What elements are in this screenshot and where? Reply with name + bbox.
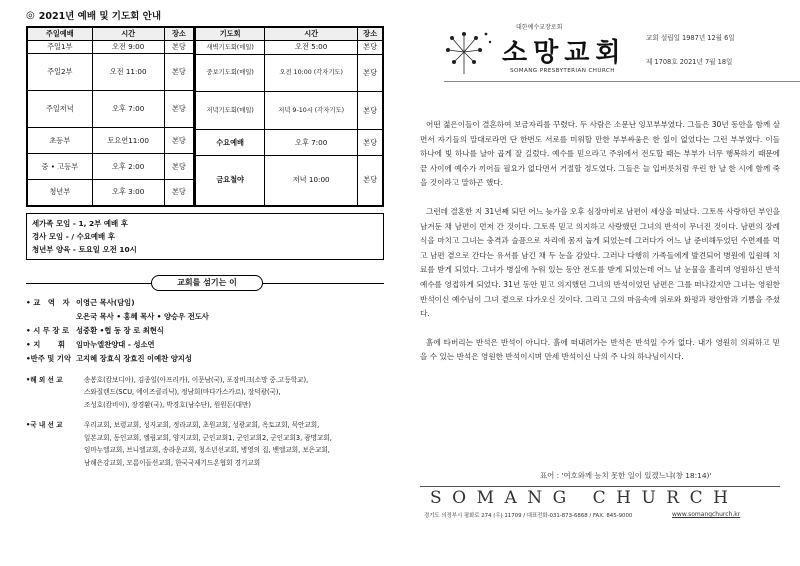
leader-role: • 시 무 장 로 [26, 325, 70, 335]
table-cell: 중보기도회(매일) [195, 54, 265, 92]
leader-names: 이영근 목사(담임) [76, 297, 135, 307]
table-cell: 저녁 10:00 [265, 156, 358, 205]
table-row [28, 128, 194, 154]
table-cell: 오전 9:00 [92, 41, 164, 54]
left-page [26, 8, 384, 469]
table-row [28, 180, 194, 206]
leader-role: •반주 및 기악 [26, 353, 71, 363]
table-cell: 주일저녁 [28, 91, 93, 128]
mission-line: 남해은강교회, 모름이들선교회, 한국국제기드온협회 경기교회 [84, 458, 261, 467]
table-cell: 본당 [358, 129, 383, 156]
leader-names: 임마누엘찬양대 - 성소연 [76, 339, 155, 349]
table-header: 시간 [265, 28, 358, 41]
mission-role: •국 내 선 교 [26, 421, 63, 429]
leader-names: 오은국 목사 • 홍혜 목사 • 양승우 전도사 [76, 311, 209, 321]
table-cell: 본당 [164, 54, 193, 91]
mission-line: 우리교회, 보령교회, 성지교회, 정라교회, 초원교회, 성광교회, 옥토교회, 묵안교회, [84, 421, 320, 429]
table-cell: 오후 7:00 [92, 91, 164, 128]
mission-line: 임마누엘교회, 브니엘교회, 송라운교회, 청소년선교회, 병영의 집, 밴엘교회, 보은교회, [84, 446, 330, 454]
table-row [195, 129, 382, 156]
list-item [26, 352, 384, 366]
table-cell: 본당 [358, 92, 383, 130]
mission-line: 조성호(캄비아), 장경환(국), 박경호(남수단), 원원돈(대만) [84, 400, 251, 409]
leader-role: • 지 휘 [26, 339, 66, 349]
table-header: 주일예배 [28, 28, 93, 41]
footer-title: SOMANG CHURCH [430, 488, 739, 508]
table-row [28, 41, 194, 54]
table-row [195, 156, 382, 205]
table-cell: 오후 7:00 [265, 129, 358, 156]
meeting-item: 세가족 모임 - 1, 2부 예배 후 [32, 218, 128, 228]
table-cell: 저녁기도회(매일) [195, 92, 265, 130]
issue-number: 제 1708호 2021년 7월 18일 [646, 58, 733, 66]
mission-names [84, 419, 384, 469]
article-paragraph: 어떤 젊은이들이 결혼하여 보금자리를 꾸렸다. 두 사람은 소문난 잉꼬부부였다. 그들은 30년 동안을 함께 살면서 자기들의 말대로라면 단 한번도 서로를 미워할 만한 부부싸움은 한 일이 없었다는 그런 부부였다. 이들 하나에 빛 하나를 날아 곱게 잘 길렀다. 예수를 믿으라고 주위에서 전도할 때는 부부가 너무 행복하기 때문에 끝 사이에 예수가 끼어들 필요가 없다면서 거절할 정도였다. 그들은 늘 입버릇처럼 우린 한 날 한 시에 함께 죽을 것이라고 말하곤 했다. [420, 120, 780, 188]
list-item [26, 338, 384, 352]
divider [420, 486, 780, 487]
table-cell: 저녁 9-10시 (각자기도) [265, 92, 358, 130]
website-link[interactable]: www.somangchurch.kr [672, 511, 741, 518]
leader-role: • 교 역 자 [26, 297, 70, 307]
table-header: 장소 [358, 28, 383, 41]
table-row [195, 92, 382, 130]
table-cell: 수요예배 [195, 129, 265, 156]
article-paragraph: 그런데 결혼한 지 31년째 되던 어느 늦가을 오후 심장마비로 남편이 세상을 떠났다. 그토록 사랑하던 부인을 남겨둔 채 남편이 먼저 간 것이다. 그토록 믿고 의지하고 사랑했던 그녀의 반석이 무너진 것이다. 남편의 장례식을 마치고 그녀는 충격과 슬픔으로 자리에 몸져 눕게 되었는데 그러다가 어느 날 준비해두었던 수면제를 먹고 남편 곁으로 간다는 유서를 남긴 채 두 눈을 감았다. 그러나 다행히 가족들에게 발견되어 병원에 입원해 치료를 받게 되었다. 그녀가 병실에 누워 있는 동안 전도를 받게 되었는데 어느 날 눈물을 흘리며 영원하신 반석 예수를 영접하게 되었다. 31년 동안 믿고 의지했던 그녀의 반석이었던 남편은 그를 떠나갔지만 그녀는 영원한 반석이신 예수님이 그녀 곁으로 다가오신 것이다. 그리고 그의 마음속에 위로와 화평과 평안함과 기쁨을 주셨다. [420, 206, 780, 319]
table-cell: 초등부 [28, 128, 93, 154]
schedule-section-title [26, 8, 384, 22]
table-cell: 본당 [358, 41, 383, 54]
motto: 표어 : '여호와께 능치 못한 일이 있겠느냐(창 18:14)' [540, 471, 712, 480]
table-cell: 본당 [358, 156, 383, 205]
table-cell: 오후 3:00 [92, 180, 164, 206]
meetings-box [26, 213, 384, 260]
list-item [26, 296, 384, 310]
mission-role: •해 외 선 교 [26, 375, 63, 384]
table-cell: 오전 5:00 [265, 41, 358, 54]
table-cell: 오전 11:00 [92, 54, 164, 91]
church-english-name: SOMANG PRESBYTERIAN CHURCH [510, 68, 615, 74]
table-cell: 본당 [164, 154, 193, 180]
table-row [195, 54, 382, 92]
mission-line: 스와질랜드(SCU, 에이즈클리닉), 정남희(마다가스카르), 장덕광(국), [84, 388, 281, 396]
target-icon: ◎ [26, 9, 35, 21]
meeting-item: 경사 모임 - / 수요예배 후 [32, 231, 115, 241]
divider [444, 81, 800, 82]
table-cell: 본당 [164, 41, 193, 54]
table-cell: 주일2부 [28, 54, 93, 91]
table-cell: 본당 [358, 54, 383, 92]
mission-names [84, 374, 384, 412]
schedule-tables [26, 26, 384, 207]
table-header: 장소 [164, 28, 193, 41]
table-cell: 오전 10:00 (각자기도) [265, 54, 358, 92]
table-cell: 본당 [164, 180, 193, 206]
meeting-item: 청년부 양육 - 토요일 오전 10시 [32, 244, 137, 254]
missions-list [26, 374, 384, 470]
list-item [26, 374, 384, 412]
table-row [195, 41, 382, 54]
founded-date: 교회 설립일 1987년 12월 6일 [646, 34, 735, 42]
church-address: 경기도 의정부시 평화로 274 (우) 11709 / 대표전화-031-873-6868 / FAX. 845-9000 [424, 513, 633, 519]
table-header: 기도회 [195, 28, 265, 41]
table-cell: 주일1부 [28, 41, 93, 54]
leader-names: 성중환 •협 동 장 로 최현식 [76, 325, 164, 335]
church-header [434, 18, 784, 98]
dandelion-logo-icon [434, 28, 494, 76]
mission-line: 일본교회, 동인교회, 엘림교회, 양지교회, 군인교회1, 군인교회2, 군인교회3, 광명교회, [84, 433, 332, 442]
prayer-meeting-table [194, 27, 383, 206]
leaders-header [26, 274, 384, 292]
table-cell: 새벽기도회(매일) [195, 41, 265, 54]
table-row [28, 91, 194, 128]
table-cell: 중 • 고등부 [28, 154, 93, 180]
table-cell: 오후 2:00 [92, 154, 164, 180]
list-item [26, 310, 384, 324]
table-row [28, 154, 194, 180]
mission-line: 송봉호(캄보디아), 김종일(아프리카), 이문남(국), 포잠비크(소망 중.고등학교), [84, 375, 309, 384]
schedule-title: 2021년 예배 및 기도회 안내 [38, 11, 161, 22]
leader-names: 고지혜 장효식 장효진 이예찬 양지성 [76, 353, 192, 363]
leaders-title: 교회를 섬기는 이 [151, 275, 263, 291]
article-paragraph: 흙에 타버리는 반석은 반석이 아니다. 흙에 떠내려가는 반석은 반석일 수가 없다. 내가 영원히 의뢰하고 믿을 수 있는 반석은 영원한 반석이시며 만세 반석이신 나의 주 나의 하나님이시다. [420, 337, 780, 362]
leaders-list [26, 296, 384, 366]
sunday-worship-table [27, 27, 194, 206]
list-item [26, 419, 384, 469]
denomination-label: 대한예수교장로회 [516, 24, 563, 31]
sermon-article [420, 118, 780, 379]
table-cell: 본당 [164, 91, 193, 128]
table-header: 시간 [92, 28, 164, 41]
list-item [26, 324, 384, 338]
table-cell: 토요연11:00 [92, 128, 164, 154]
table-cell: 본당 [164, 128, 193, 154]
table-cell: 금요철야 [195, 156, 265, 205]
table-row [28, 54, 194, 91]
church-name: 소망교회 [502, 38, 627, 68]
table-cell: 청년부 [28, 180, 93, 206]
